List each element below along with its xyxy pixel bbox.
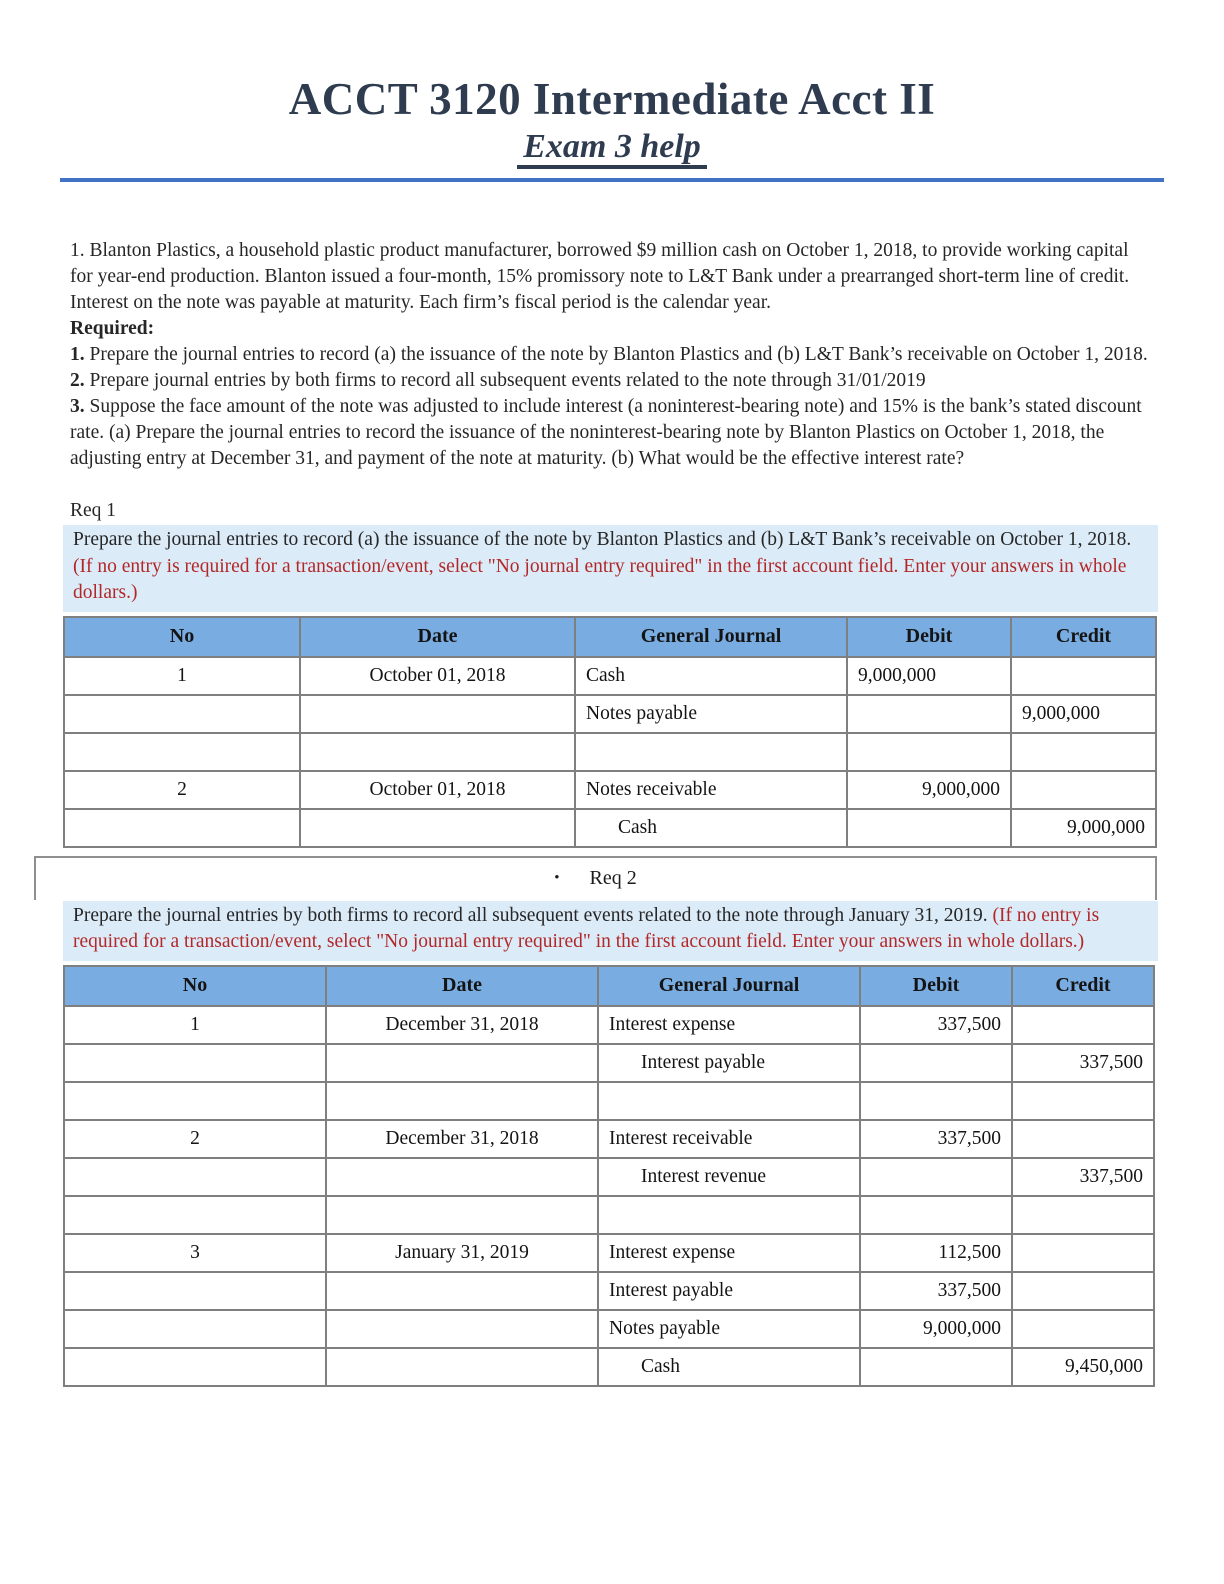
title-divider [60,178,1164,182]
journal-row [64,657,1156,695]
cell-no: 2 [64,1120,326,1158]
cell-date [326,1082,598,1120]
cell-date [326,1196,598,1234]
cell-date [326,1044,598,1082]
requirement-number: 1. [70,344,85,365]
cell-date: December 31, 2018 [326,1006,598,1044]
cell-account: Cash [575,809,847,847]
cell-account: Interest payable [598,1272,860,1310]
cell-credit [1011,657,1156,695]
column-header-debit: Debit [847,617,1011,657]
cell-credit [1012,1234,1154,1272]
column-header-no: No [64,966,326,1006]
cell-date [326,1158,598,1196]
cell-credit: 337,500 [1012,1044,1154,1082]
cell-no [64,1348,326,1386]
page-title: ACCT 3120 Intermediate Acct II [288,74,936,124]
journal-table-req2 [63,965,1155,1387]
req1-label: Req 1 [70,500,117,521]
requirement-text: Suppose the face amount of the note was adjusted to include interest (a noninterest-bearing note) and 15% is the bank’s stated discount rate. (a) Prepare the journal entries to record the issuance of the noninterest-bearing note by Blanton Plastics on October 1, 2018, the adjusting entry at December 31, and payment of the note at maturity. (b) What would be the effective interest rate? [70,396,1142,469]
cell-date [326,1310,598,1348]
journal-row [64,809,1156,847]
cell-account: Interest receivable [598,1120,860,1158]
requirement-item-3 [70,394,1154,472]
req2-section-box [34,856,1157,900]
cell-date [300,733,575,771]
journal-row [64,1006,1154,1044]
journal-row-empty [64,1196,1154,1234]
journal-row [64,1120,1154,1158]
journal-row [64,1234,1154,1272]
journal-row-empty [64,1082,1154,1120]
cell-credit [1012,1006,1154,1044]
req1-instructions [63,525,1158,612]
column-header-no: No [64,617,300,657]
cell-no [64,1272,326,1310]
cell-account: Interest revenue [598,1158,860,1196]
req1-instruction-text: Prepare the journal entries to record (a) the issuance of the note by Blanton Plastics and (b) L&T Bank’s receivable on October 1, 2018. [73,529,1132,550]
column-header-debit: Debit [860,966,1012,1006]
cell-account: Notes payable [598,1310,860,1348]
column-header-credit: Credit [1012,966,1154,1006]
cell-credit: 9,000,000 [1011,809,1156,847]
cell-account [598,1196,860,1234]
problem-intro-paragraph: 1. Blanton Plastics, a household plastic product manufacturer, borrowed $9 million cash on October 1, 2018, to provide working capital for year-end production. Blanton issued a four-month, 15% promissory note to L&T Bank under a prearranged short-term line of credit. Interest on the note was payable at maturity. Each firm’s fiscal period is the calendar year. [70,240,1130,313]
cell-no [64,1082,326,1120]
cell-date: January 31, 2019 [326,1234,598,1272]
table-header-row [64,617,1156,657]
journal-row-empty [64,733,1156,771]
cell-account: Interest expense [598,1006,860,1044]
journal-row [64,1044,1154,1082]
cell-debit [860,1158,1012,1196]
cell-no [64,1310,326,1348]
cell-debit: 9,000,000 [860,1310,1012,1348]
cell-debit [860,1348,1012,1386]
cell-date: December 31, 2018 [326,1120,598,1158]
cell-no [64,733,300,771]
cell-account: Cash [575,657,847,695]
journal-table-req1 [63,616,1157,848]
cell-no: 1 [64,1006,326,1044]
requirement-item-2 [70,368,1154,394]
cell-debit: 337,500 [860,1120,1012,1158]
journal-row [64,771,1156,809]
cell-account: Notes receivable [575,771,847,809]
cell-account [598,1082,860,1120]
cell-credit: 337,500 [1012,1158,1154,1196]
journal-row [64,695,1156,733]
required-label: Required: [70,318,155,339]
cell-date: October 01, 2018 [300,657,575,695]
cell-account: Cash [598,1348,860,1386]
cell-no [64,809,300,847]
requirement-item-1 [70,342,1154,368]
cell-no [64,695,300,733]
req2-instruction-note: (If no entry is required for a transaction/event, select "No journal entry required" in the first account field. Enter your answers in whole dollars.) [73,904,1100,952]
cell-debit [847,733,1011,771]
cell-no: 1 [64,657,300,695]
cell-date [300,695,575,733]
journal-row [64,1272,1154,1310]
cell-debit: 112,500 [860,1234,1012,1272]
page-subtitle: Exam 3 help [0,128,1224,166]
column-header-date: Date [300,617,575,657]
cell-debit: 337,500 [860,1272,1012,1310]
req2-instructions [63,901,1158,961]
column-header-date: Date [326,966,598,1006]
req1-instruction-note: (If no entry is required for a transaction/event, select "No journal entry required" in the first account field. Enter your answers in whole dollars.) [73,555,1127,603]
journal-row [64,1158,1154,1196]
cell-debit: 9,000,000 [847,771,1011,809]
cell-debit [860,1082,1012,1120]
cell-credit [1011,771,1156,809]
cell-credit [1012,1120,1154,1158]
cell-account [575,733,847,771]
cell-account: Interest payable [598,1044,860,1082]
cell-debit [847,809,1011,847]
req2-label: Req 2 [589,867,637,889]
req2-instruction-text: Prepare the journal entries by both firms to record all subsequent events related to the note through January 31, 2019. [73,904,988,926]
cell-date [300,809,575,847]
column-header-credit: Credit [1011,617,1156,657]
cell-no [64,1158,326,1196]
bullet-icon: • [554,870,560,886]
cell-credit: 9,450,000 [1012,1348,1154,1386]
journal-row [64,1348,1154,1386]
cell-credit [1012,1082,1154,1120]
cell-account: Interest expense [598,1234,860,1272]
cell-credit [1012,1196,1154,1234]
cell-no [64,1196,326,1234]
cell-credit [1011,733,1156,771]
table-header-row [64,966,1154,1006]
cell-credit [1012,1272,1154,1310]
requirement-text: Prepare journal entries by both firms to record all subsequent events related to the note through 31/01/2019 [89,370,926,391]
cell-debit [847,695,1011,733]
cell-no: 2 [64,771,300,809]
journal-row [64,1310,1154,1348]
cell-date: October 01, 2018 [300,771,575,809]
cell-debit: 9,000,000 [847,657,1011,695]
column-header-journal: General Journal [598,966,860,1006]
cell-account: Notes payable [575,695,847,733]
cell-date [326,1272,598,1310]
requirement-text: Prepare the journal entries to record (a) the issuance of the note by Blanton Plastics and (b) L&T Bank’s receivable on October 1, 2018. [89,344,1148,365]
cell-no: 3 [64,1234,326,1272]
cell-date [326,1348,598,1386]
title-block [0,0,1224,166]
cell-no [64,1044,326,1082]
requirement-number: 3. [70,396,85,417]
cell-debit [860,1196,1012,1234]
cell-debit [860,1044,1012,1082]
requirement-number: 2. [70,370,85,391]
cell-credit: 9,000,000 [1011,695,1156,733]
cell-credit [1012,1310,1154,1348]
column-header-journal: General Journal [575,617,847,657]
cell-debit: 337,500 [860,1006,1012,1044]
